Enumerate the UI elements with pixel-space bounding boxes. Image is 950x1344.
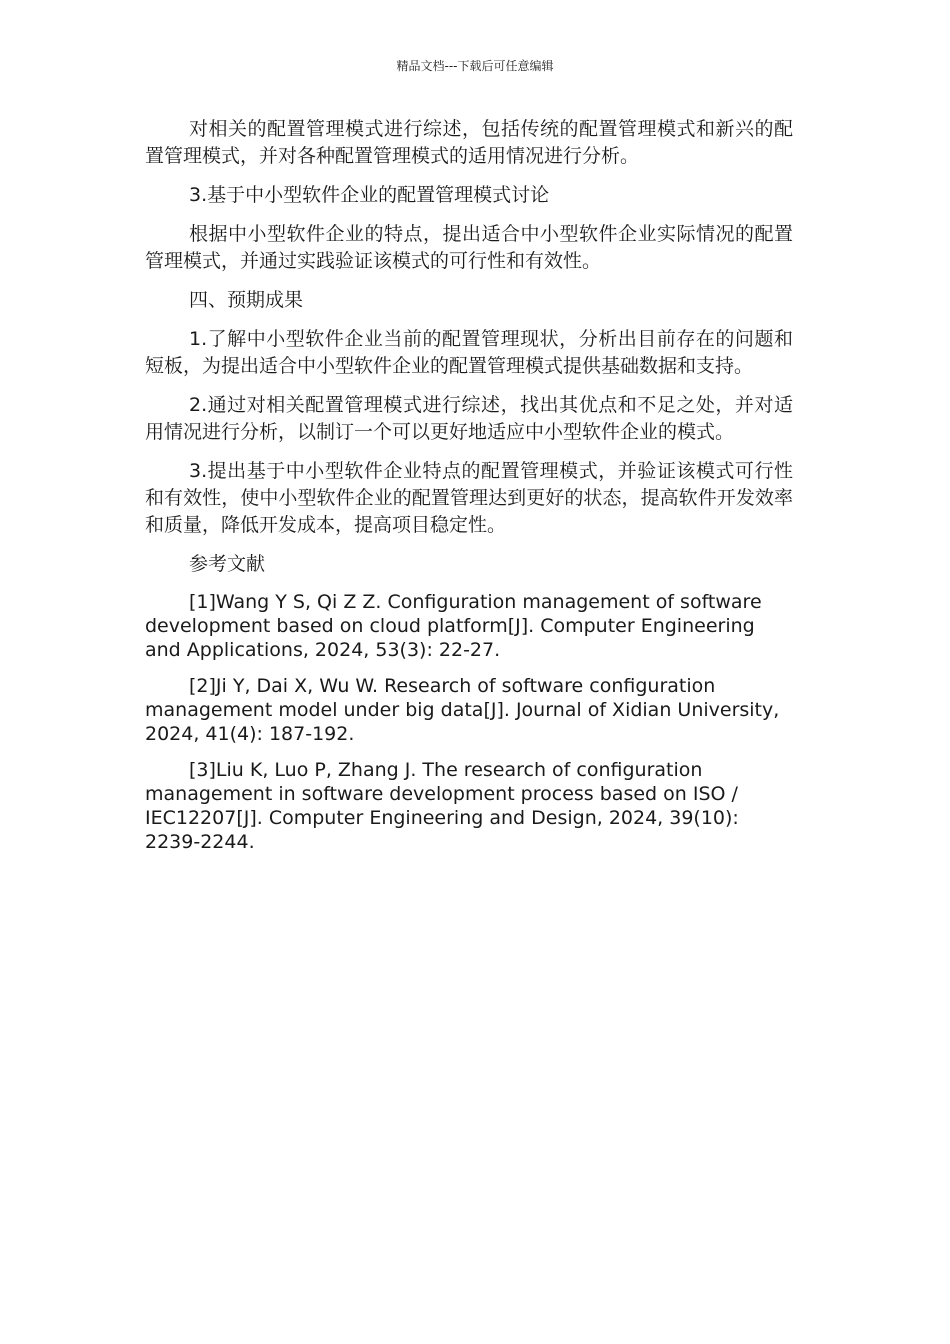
paragraph-review: 对相关的配置管理模式进行综述，包括传统的配置管理模式和新兴的配置管理模式，并对各种配置管理模式的适用情况进行分析。 (145, 118, 793, 167)
result-item-3: 3.提出基于中小型软件企业特点的配置管理模式，并验证该模式可行性和有效性，使中小型软件企业的配置管理达到更好的状态，提高软件开发效率和质量，降低开发成本，提高项目稳定性。 (145, 460, 793, 536)
section-heading-expected-results: 四、预期成果 (189, 289, 304, 311)
reference-item-1: [1]Wang Y S, Qi Z Z. Configuration management of software development based on cloud platform[J]. Computer Engineering and Applications, 2024, 53(3): 22-27. (145, 591, 762, 661)
document-body (145, 116, 793, 866)
page-header: 精品文档---下载后可任意编辑 (396, 59, 554, 73)
result-item-1: 1.了解中小型软件企业当前的配置管理现状，分析出目前存在的问题和短板，为提出适合中小型软件企业的配置管理模式提供基础数据和支持。 (145, 328, 793, 377)
reference-item-3: [3]Liu K, Luo P, Zhang J. The research of configuration management in software development process based on ISO / IEC12207[J]. Computer Engineering and Design, 2024, 39(10): 2239-2244. (145, 759, 739, 853)
section-heading-references: 参考文献 (189, 553, 266, 575)
reference-item-2: [2]Ji Y, Dai X, Wu W. Research of software configuration management model under big data[J]. Journal of Xidian University, 2024, 41(4): 187-192. (145, 675, 780, 745)
section-heading-3: 3.基于中小型软件企业的配置管理模式讨论 (189, 184, 550, 206)
result-item-2: 2.通过对相关配置管理模式进行综述，找出其优点和不足之处，并对适用情况进行分析，以制订一个可以更好地适应中小型软件企业的模式。 (145, 394, 793, 443)
paragraph-model-proposal: 根据中小型软件企业的特点，提出适合中小型软件企业实际情况的配置管理模式，并通过实践验证该模式的可行性和有效性。 (145, 223, 793, 272)
